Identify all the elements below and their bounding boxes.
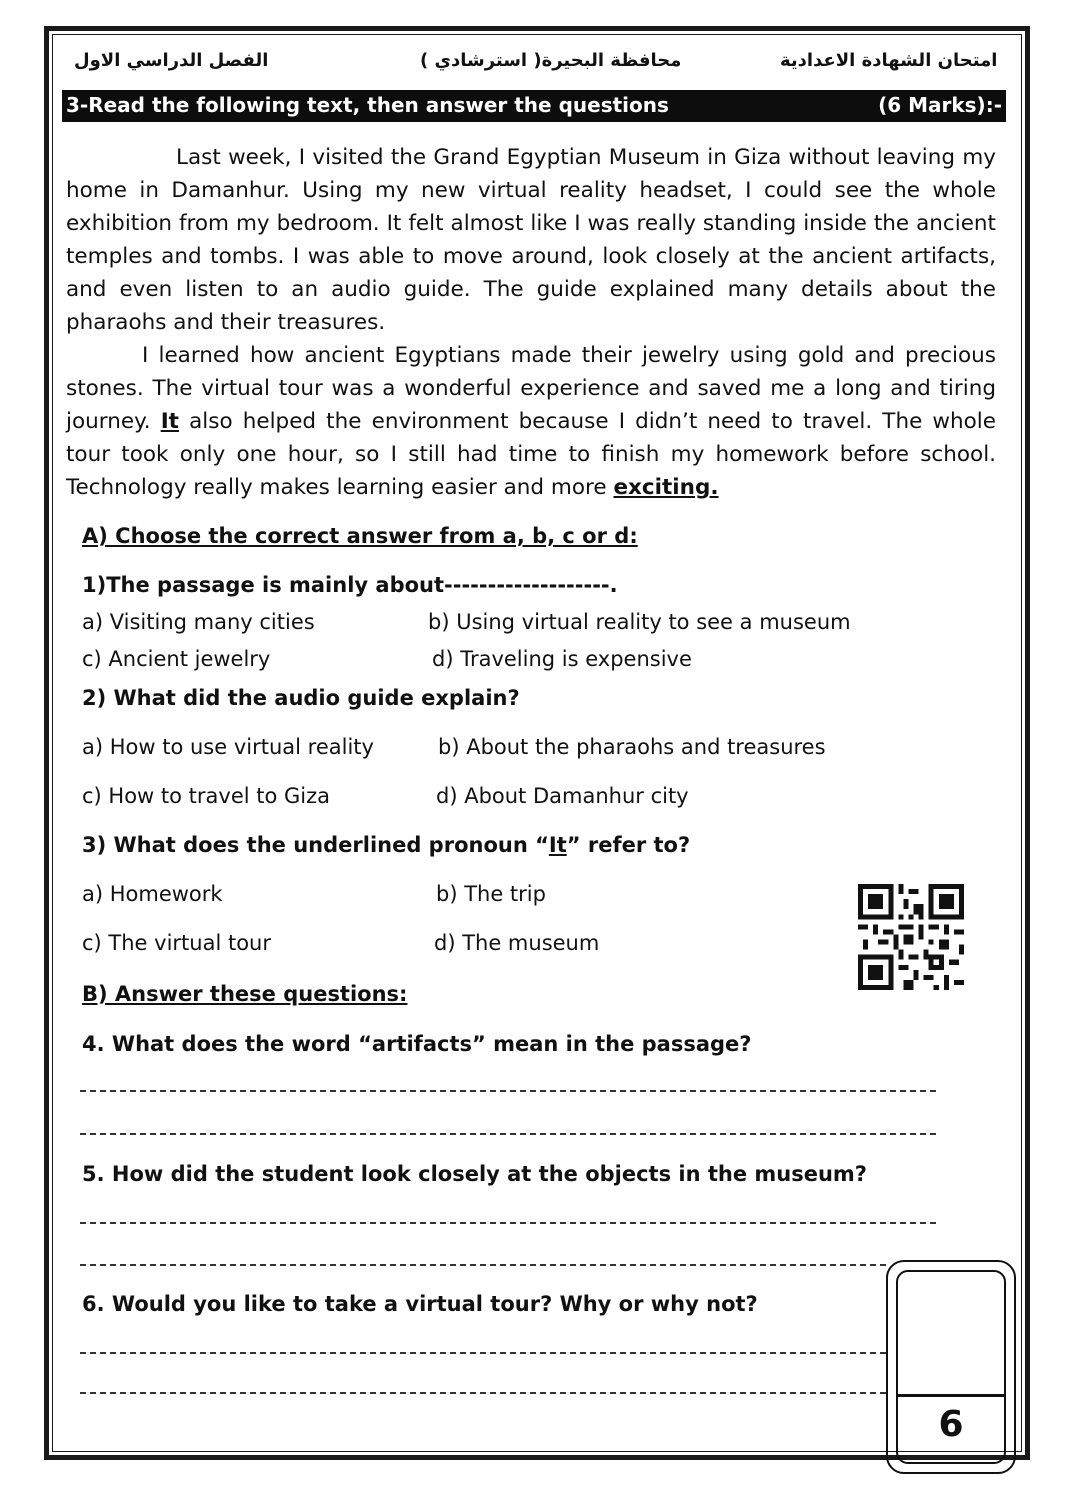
passage-p2-start: I learned how ancient Egyptians made their jewelry using gold and precious stones. The virtual tour was a wonderful experience and saved me a long and tiring journey. bbox=[66, 343, 996, 434]
q6-question: 6. Would you like to take a virtual tour? Why or why not? bbox=[82, 1292, 758, 1316]
q4-answer-line-1[interactable] bbox=[80, 1090, 936, 1092]
q3-option-a[interactable]: a) Homework bbox=[82, 882, 223, 906]
q3-option-c[interactable]: c) The virtual tour bbox=[82, 931, 271, 955]
q6-answer-line-1[interactable] bbox=[80, 1352, 886, 1354]
part-b-heading: B) Answer these questions: bbox=[82, 982, 408, 1006]
q5-answer-line-1[interactable] bbox=[80, 1222, 936, 1224]
score-total: 6 bbox=[938, 1404, 964, 1445]
reading-passage bbox=[66, 141, 996, 504]
section-marks: (6 Marks):- bbox=[878, 93, 1002, 117]
passage-p2-middle: also helped the environment because I didn’t need to travel. The whole tour took only one hour, so I still had time to finish my homework before school. Technology really makes learning easier and more bbox=[66, 409, 996, 500]
q4-question: 4. What does the word “artifacts” mean in the passage? bbox=[82, 1032, 752, 1056]
qr-code bbox=[858, 884, 964, 990]
q3-question-start: 3) What does the underlined pronoun “ bbox=[82, 833, 549, 857]
q2-option-c[interactable]: c) How to travel to Giza bbox=[82, 784, 331, 808]
part-a-heading: A) Choose the correct answer from a, b, c or d: bbox=[82, 524, 638, 548]
underlined-word-exciting: exciting. bbox=[613, 475, 719, 500]
q3-option-b[interactable]: b) The trip bbox=[436, 882, 546, 906]
underlined-pronoun-it: It bbox=[160, 409, 179, 434]
q1-option-d[interactable]: d) Traveling is expensive bbox=[432, 647, 692, 671]
section-title: 3-Read the following text, then answer the questions bbox=[66, 93, 669, 117]
section-title-bar bbox=[62, 90, 1006, 122]
q1-option-c[interactable]: c) Ancient jewelry bbox=[82, 647, 271, 671]
q1-option-a[interactable]: a) Visiting many cities bbox=[82, 610, 315, 634]
q1-option-b[interactable]: b) Using virtual reality to see a museum bbox=[428, 610, 851, 634]
term-label: الفصل الدراسي الاول bbox=[74, 50, 269, 71]
score-box bbox=[886, 1260, 1016, 1474]
q4-answer-line-2[interactable] bbox=[80, 1133, 936, 1135]
q3-option-d[interactable]: d) The museum bbox=[434, 931, 600, 955]
passage-paragraph-2 bbox=[66, 339, 996, 504]
q1-question: 1)The passage is mainly about-------------------. bbox=[82, 573, 618, 597]
q2-question: 2) What did the audio guide explain? bbox=[82, 686, 520, 710]
exam-title: امتحان الشهادة الاعدادية bbox=[780, 50, 998, 71]
q3-underlined-it: It bbox=[548, 833, 567, 857]
score-box-divider bbox=[896, 1394, 1006, 1397]
q2-option-a[interactable]: a) How to use virtual reality bbox=[82, 735, 374, 759]
passage-paragraph-1: Last week, I visited the Grand Egyptian Museum in Giza without leaving my home in Damanhur. Using my new virtual reality headset, I could see the whole exhibition from my bedroom. It felt almost like I was really standing inside the ancient temples and tombs. I was able to move around, look closely at the ancient artifacts, and even listen to an audio guide. The guide explained many details about the pharaohs and their treasures. bbox=[66, 145, 996, 335]
q5-answer-line-2[interactable] bbox=[80, 1264, 886, 1266]
governorate-label: محافظة البحيرة( استرشادي ) bbox=[420, 50, 682, 71]
q3-question bbox=[82, 833, 690, 857]
q5-question: 5. How did the student look closely at the objects in the museum? bbox=[82, 1162, 867, 1186]
q3-question-end: ” refer to? bbox=[566, 833, 691, 857]
q2-option-d[interactable]: d) About Damanhur city bbox=[436, 784, 689, 808]
q2-option-b[interactable]: b) About the pharaohs and treasures bbox=[438, 735, 826, 759]
q6-answer-line-2[interactable] bbox=[80, 1392, 886, 1394]
